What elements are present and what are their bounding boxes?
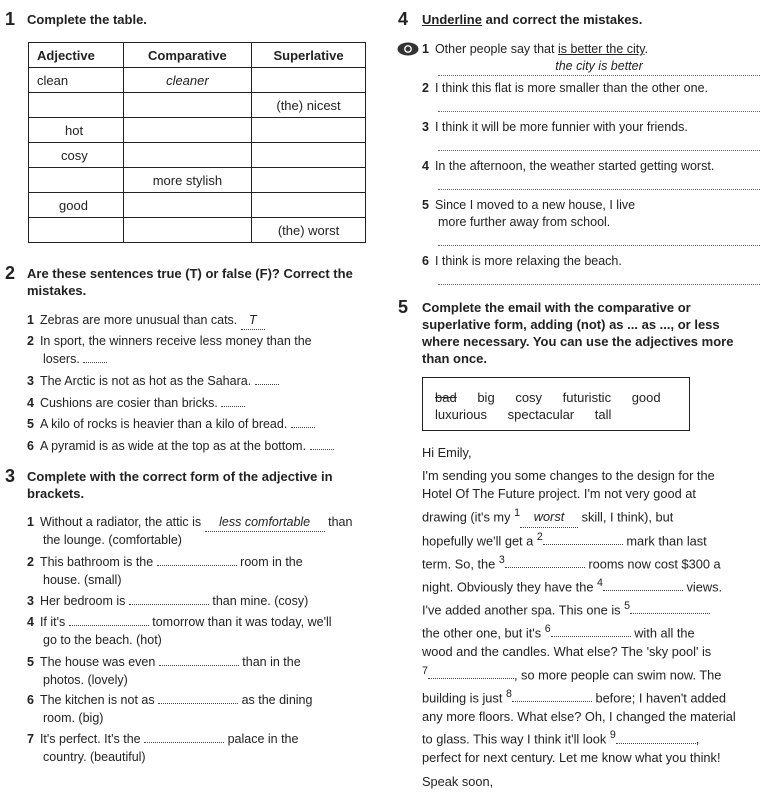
table-cell[interactable] [252, 143, 366, 168]
table-cell: cleaner [123, 68, 251, 93]
ex3-item-3: 3 Her bedroom is than mine. (cosy) [27, 594, 309, 608]
answer-line[interactable] [438, 270, 760, 285]
email-line: building is just $^8$ before; I haven't added [422, 687, 726, 705]
table-cell: (the) worst [252, 218, 366, 243]
table-row [29, 118, 366, 143]
ex3-item-7-cont: country. (beautiful) [43, 750, 146, 764]
answer-blank[interactable] [83, 362, 107, 363]
word: spectacular [507, 407, 575, 422]
word: bad [435, 390, 457, 405]
table-cell: good [29, 193, 124, 218]
email-body [422, 444, 762, 792]
ex3-item-4-cont: go to the beach. (hot) [43, 633, 162, 647]
answer-blank[interactable] [310, 449, 334, 450]
ex4-number: 4 [398, 9, 409, 29]
ex3-heading: Complete with the correct form of the adjective in brackets. [27, 469, 333, 501]
word: good [631, 390, 661, 405]
table-cell: cosy [29, 143, 124, 168]
ex2-number: 2 [5, 263, 16, 283]
ex4-item-5: 5 Since I moved to a new house, I live [422, 198, 636, 212]
email-line: any more floors. What else? Oh, I changed the material [422, 708, 736, 724]
answer-blank[interactable] [221, 406, 245, 407]
ex2-item-1: 1 Zebras are more unusual than cats. T [27, 312, 265, 330]
email-line: hopefully we'll get a $^2$ mark than last [422, 531, 707, 549]
ex4-item-1: 1 Other people say that is better the city. [422, 42, 649, 56]
table-header-row [29, 43, 366, 68]
table-cell[interactable] [123, 218, 251, 243]
email-line: the other one, but it's $^6$ with all the [422, 622, 695, 641]
email-blank-1[interactable]: worst [520, 508, 578, 528]
ex1-number: 1 [5, 9, 16, 29]
ex3-number: 3 [5, 466, 16, 486]
email-line: term. So, the $^3$ rooms now cost $300 a [422, 554, 721, 572]
ex5-heading-line3: where necessary. You can use the adjectives more [422, 334, 734, 349]
ex5-heading-line1: Complete the email with the comparative or [422, 300, 691, 315]
email-blank-6[interactable] [551, 636, 631, 637]
email-blank-8[interactable] [512, 701, 592, 702]
email-blank-2[interactable] [543, 544, 623, 545]
ex1-heading: Complete the table. [27, 12, 147, 27]
answer-blank[interactable] [69, 625, 149, 626]
ex3-item-1-cont: the lounge. (comfortable) [43, 533, 182, 547]
ex2-item-3: 3 The Arctic is not as hot as the Sahara. [27, 373, 279, 390]
email-signoff: Speak soon, [422, 773, 494, 789]
ex3-item-2-cont: house. (small) [43, 573, 122, 587]
table-cell[interactable] [123, 143, 251, 168]
word-row-1 [435, 390, 661, 405]
ex4-item-2: 2 I think this flat is more smaller than the other one. [422, 81, 708, 95]
table-cell[interactable] [123, 93, 251, 118]
ex3-item-7: 7 It's perfect. It's the palace in the [27, 732, 299, 746]
word: tall [594, 407, 612, 422]
email-line: perfect for next century. Let me know what you think! [422, 750, 721, 766]
table-row [29, 218, 366, 243]
example-circle-icon [396, 41, 420, 57]
ex2-item-2: 2 In sport, the winners receive less money than the [27, 334, 312, 348]
table-row [29, 168, 366, 193]
email-line: drawing (it's my $^1$ worst skill, I think), but [422, 504, 762, 528]
ex4-item-5-cont: more further away from school. [438, 215, 611, 229]
email-line: $^7$ , so more people can swim now. The [422, 664, 722, 682]
email-blank-3[interactable] [505, 567, 585, 568]
word: big [477, 390, 495, 405]
ex2-item-6: 6 A pyramid is as wide at the top as at the bottom. [27, 438, 334, 455]
ex4-item-4: 4 In the afternoon, the weather started getting worst. [422, 159, 715, 173]
email-line: I've added another spa. This one is $^5$ [422, 597, 762, 620]
answer-line[interactable] [438, 231, 760, 246]
table-cell[interactable] [252, 118, 366, 143]
ex2-item-4: 4 Cushions are cosier than bricks. [27, 395, 245, 412]
word-row-2 [435, 407, 611, 422]
answer-blank[interactable] [291, 427, 315, 428]
answer-blank[interactable] [144, 742, 224, 743]
email-blank-4[interactable] [603, 590, 683, 591]
ex5-number: 5 [398, 297, 409, 317]
ex5-heading-line4: than once. [422, 351, 488, 366]
answer-blank[interactable] [255, 384, 279, 385]
table-cell: hot [29, 118, 124, 143]
email-line: night. Obviously they have the $^4$ views. [422, 577, 723, 595]
email-line: to glass. This way I think it'll look $^9$ , [422, 729, 700, 747]
table-cell[interactable] [252, 68, 366, 93]
email-blank-5[interactable] [630, 613, 710, 614]
table-cell: clean [29, 68, 124, 93]
email-blank-7[interactable] [428, 678, 514, 679]
email-greeting: Hi Emily, [422, 445, 472, 460]
answer-blank[interactable]: T [241, 312, 265, 330]
table-cell[interactable] [29, 218, 124, 243]
answer-line[interactable]: the city is better [438, 58, 760, 76]
answer-blank[interactable] [129, 604, 209, 605]
table-row [29, 68, 366, 93]
ex5-heading-line2: superlative form, adding (not) as ... as ..., or less [422, 317, 720, 332]
ex3-item-5-cont: photos. (lovely) [43, 673, 128, 687]
ex3-item-5: 5 The house was even than in the [27, 655, 301, 669]
email-blank-9[interactable] [616, 743, 696, 744]
table-cell[interactable] [123, 118, 251, 143]
table-cell[interactable] [29, 168, 124, 193]
header-superlative: Superlative [252, 43, 366, 68]
comparison-table [28, 42, 366, 243]
word: cosy [515, 390, 543, 405]
ex3-item-1: 1 Without a radiator, the attic is less comfortable than [27, 514, 352, 532]
ex4-item-3: 3 I think it will be more funnier with your friends. [422, 120, 688, 134]
answer-blank[interactable] [158, 703, 238, 704]
header-comparative: Comparative [123, 43, 251, 68]
table-cell[interactable] [29, 93, 124, 118]
answer-line[interactable] [438, 175, 760, 190]
table-cell[interactable] [252, 168, 366, 193]
answer-blank[interactable] [157, 565, 237, 566]
table-row [29, 193, 366, 218]
word: futuristic [562, 390, 612, 405]
table-cell[interactable] [252, 193, 366, 218]
email-line: I'm sending you some changes to the design for the [422, 467, 715, 483]
answer-line[interactable] [438, 136, 760, 151]
ex3-item-6: 6 The kitchen is not as as the dining [27, 693, 313, 707]
header-adjective: Adjective [29, 43, 124, 68]
ex2-heading: Are these sentences true (T) or false (F)? Correct the mistakes. [27, 266, 353, 298]
answer-blank[interactable] [159, 665, 239, 666]
ex4-item-6: 6 I think is more relaxing the beach. [422, 254, 622, 268]
email-line: Hotel Of The Future project. I'm not very good at [422, 486, 696, 502]
ex3-item-2: 2 This bathroom is the room in the [27, 555, 303, 569]
word: luxurious [435, 407, 488, 422]
table-row [29, 143, 366, 168]
table-cell: (the) nicest [252, 93, 366, 118]
table-row [29, 93, 366, 118]
table-cell[interactable] [123, 193, 251, 218]
ex2-item-2-cont: losers. [43, 351, 107, 368]
email-line: wood and the candles. What else? The 'sky pool' is [422, 643, 712, 659]
answer-line[interactable] [438, 97, 760, 112]
table-cell: more stylish [123, 168, 251, 193]
word-box [422, 377, 690, 431]
ex3-item-4: 4 If it's tomorrow than it was today, we'll [27, 615, 332, 629]
answer-blank[interactable]: less comfortable [205, 514, 325, 532]
ex3-item-6-cont: room. (big) [43, 711, 104, 725]
ex4-heading: Underline and correct the mistakes. [422, 12, 643, 27]
ex2-item-5: 5 A kilo of rocks is heavier than a kilo of bread. [27, 416, 315, 433]
